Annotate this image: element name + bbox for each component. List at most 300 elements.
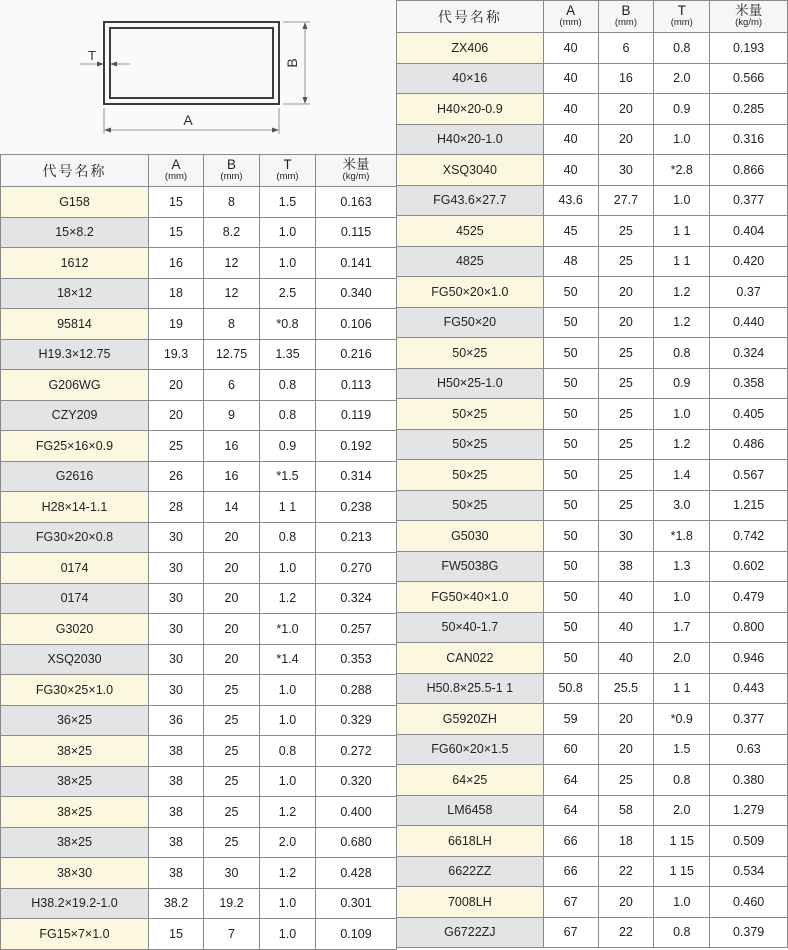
cell-name: XSQ3040 [397,155,544,186]
cell-weight: 0.443 [710,673,788,704]
cell-b: 25 [204,705,260,736]
cell-name: FW5038G [397,551,544,582]
table-row [397,94,788,125]
header-t-unit: (mm) [670,16,693,28]
table-row [397,368,788,399]
table-row [1,370,397,401]
cell-name: H19.3×12.75 [1,339,149,370]
table-row [397,63,788,94]
cell-name: 1612 [1,248,149,279]
table-row [1,766,397,797]
cell-a: 38 [149,797,204,828]
cell-b: 16 [598,63,654,94]
dim-b-arrow-top [303,22,308,29]
header-weight-label: 米量 [342,156,370,172]
cell-weight: 0.946 [710,643,788,674]
cell-a: 60 [543,734,598,765]
cell-t: 1.35 [260,339,316,370]
table-row [397,734,788,765]
cell-weight: 0.866 [710,155,788,186]
cell-b: 30 [598,521,654,552]
cell-a: 59 [543,704,598,735]
cell-name: 36×25 [1,705,149,736]
header-a [543,1,598,33]
cell-a: 50 [543,521,598,552]
cell-a: 50 [543,277,598,308]
table-row [397,521,788,552]
cell-b: 30 [204,858,260,889]
cell-a: 40 [543,124,598,155]
cell-t: 1.0 [654,887,710,918]
cell-t: 0.9 [260,431,316,462]
cell-b: 25 [598,429,654,460]
cell-a: 50 [543,338,598,369]
cell-t: 0.8 [654,33,710,64]
cell-a: 19 [149,309,204,340]
cell-weight: 0.440 [710,307,788,338]
cell-t: 1.3 [654,551,710,582]
table-row [397,643,788,674]
cell-t: 0.8 [654,338,710,369]
cell-name: 38×25 [1,797,149,828]
cell-a: 40 [543,155,598,186]
cell-b: 25 [204,797,260,828]
table-row [397,826,788,857]
header-weight [316,155,397,187]
table-row [397,582,788,613]
cell-a: 38 [149,736,204,767]
cell-t: 1.0 [260,675,316,706]
cell-t: 1.0 [654,582,710,613]
dim-a-label: A [183,112,193,128]
cell-a: 64 [543,765,598,796]
table-row [397,612,788,643]
table-row [397,307,788,338]
header-b [598,1,654,33]
table-row [1,339,397,370]
cell-name: 38×25 [1,827,149,858]
cell-b: 20 [598,887,654,918]
header-b [204,155,260,187]
cell-a: 19.3 [149,339,204,370]
cell-t: 1.2 [654,277,710,308]
cell-a: 50 [543,368,598,399]
cell-t: 2.0 [654,795,710,826]
right-spec-table [396,0,788,948]
cell-b: 8 [204,309,260,340]
cell-t: *0.9 [654,704,710,735]
cell-a: 30 [149,553,204,584]
header-t-label: T [677,2,686,18]
cell-name: LM6458 [397,795,544,826]
cell-name: G2616 [1,461,149,492]
cell-weight: 0.380 [710,765,788,796]
table-row [397,856,788,887]
cell-t: 1.0 [654,185,710,216]
cell-a: 20 [149,370,204,401]
cell-t: 1.0 [260,248,316,279]
cell-t: 0.9 [654,368,710,399]
cell-a: 43.6 [543,185,598,216]
cell-weight: 0.377 [710,704,788,735]
cell-weight: 0.379 [710,917,788,948]
cell-b: 25 [598,460,654,491]
cell-weight: 1.279 [710,795,788,826]
cell-b: 16 [204,461,260,492]
cell-weight: 0.216 [316,339,397,370]
table-row [1,614,397,645]
cell-b: 40 [598,582,654,613]
cell-weight: 0.329 [316,705,397,736]
header-a-label: A [171,156,181,172]
table-row [397,704,788,735]
table-row [1,431,397,462]
table-row [397,33,788,64]
cell-name: ZX406 [397,33,544,64]
cell-a: 30 [149,614,204,645]
cell-weight: 0.486 [710,429,788,460]
cell-t: 1 1 [654,246,710,277]
cell-b: 18 [598,826,654,857]
cell-b: 16 [204,431,260,462]
table-row [397,155,788,186]
cell-a: 50 [543,460,598,491]
cell-b: 12 [204,248,260,279]
cell-weight: 0.193 [710,33,788,64]
cell-b: 8.2 [204,217,260,248]
table-row [1,705,397,736]
cell-b: 25 [204,736,260,767]
cell-a: 40 [543,33,598,64]
cell-a: 25 [149,431,204,462]
table-row [1,644,397,675]
cell-b: 22 [598,856,654,887]
cell-name: FG25×16×0.9 [1,431,149,462]
cell-a: 64 [543,795,598,826]
cell-a: 38 [149,766,204,797]
cell-name: H40×20-0.9 [397,94,544,125]
cell-a: 67 [543,917,598,948]
cell-b: 25 [598,216,654,247]
dim-b-arrow-bottom [303,97,308,104]
cell-t: 1.2 [654,307,710,338]
cell-weight: 0.285 [710,94,788,125]
header-weight-unit: (kg/m) [735,16,763,28]
cell-t: 1 1 [654,673,710,704]
cell-weight: 1.215 [710,490,788,521]
cell-name: G3020 [1,614,149,645]
table-row [397,460,788,491]
cell-weight: 0.192 [316,431,397,462]
cell-a: 50 [543,490,598,521]
cell-a: 50 [543,612,598,643]
cell-weight: 0.320 [316,766,397,797]
cell-name: G5920ZH [397,704,544,735]
table-row [397,124,788,155]
cell-a: 38 [149,827,204,858]
cell-b: 40 [598,643,654,674]
cell-b: 22 [598,917,654,948]
table-row [397,673,788,704]
table-row [1,553,397,584]
cell-weight: 0.460 [710,887,788,918]
table-row [1,278,397,309]
cell-b: 20 [204,522,260,553]
cell-b: 25 [598,490,654,521]
cell-name: 95814 [1,309,149,340]
cell-t: *1.5 [260,461,316,492]
cell-a: 50 [543,582,598,613]
cell-name: G6722ZJ [397,917,544,948]
cell-weight: 0.534 [710,856,788,887]
cell-b: 20 [598,734,654,765]
cell-t: 1.0 [260,553,316,584]
header-a-unit: (mm) [559,16,582,28]
cell-name: 15×8.2 [1,217,149,248]
cell-b: 20 [598,704,654,735]
header-a-label: A [566,2,576,18]
header-a-unit: (mm) [164,170,188,182]
header-t [260,155,316,187]
cell-t: 0.8 [260,400,316,431]
left-header-row [1,155,397,187]
cell-a: 28 [149,492,204,523]
cell-weight: 0.479 [710,582,788,613]
dim-t-arrow-right [110,62,117,67]
cell-weight: 0.324 [710,338,788,369]
cell-t: 3.0 [654,490,710,521]
dim-t-arrow-left [97,62,104,67]
cell-a: 50 [543,307,598,338]
dim-a-arrow-left [104,128,111,133]
cell-name: CAN022 [397,643,544,674]
cell-b: 14 [204,492,260,523]
header-a [149,155,204,187]
cell-weight: 0.377 [710,185,788,216]
cell-weight: 0.314 [316,461,397,492]
cell-b: 20 [204,644,260,675]
cell-t: 1.7 [654,612,710,643]
rectangular-tube-diagram [0,0,396,154]
table-row [1,248,397,279]
cell-weight: 0.316 [710,124,788,155]
cell-weight: 0.742 [710,521,788,552]
header-b-unit: (mm) [614,16,638,28]
cell-weight: 0.404 [710,216,788,247]
cell-b: 30 [598,155,654,186]
cell-t: 1.2 [260,858,316,889]
cell-name: 7008LH [397,887,544,918]
cell-weight: 0.115 [316,217,397,248]
cell-b: 38 [598,551,654,582]
cell-weight: 0.213 [316,522,397,553]
cell-name: 50×25 [397,460,544,491]
cell-weight: 0.272 [316,736,397,767]
table-row [397,887,788,918]
cell-name: FG30×20×0.8 [1,522,149,553]
cell-weight: 0.602 [710,551,788,582]
cell-weight: 0.420 [710,246,788,277]
cell-b: 19.2 [204,888,260,919]
cell-weight: 0.288 [316,675,397,706]
cell-name: 50×25 [397,429,544,460]
cell-a: 26 [149,461,204,492]
cell-t: *1.0 [260,614,316,645]
cell-weight: 0.358 [710,368,788,399]
cell-b: 25 [204,766,260,797]
table-row [1,888,397,919]
cell-a: 40 [543,63,598,94]
cell-b: 20 [204,553,260,584]
table-row [1,400,397,431]
cell-a: 40 [543,94,598,125]
cell-b: 25 [598,765,654,796]
cell-name: H38.2×19.2-1.0 [1,888,149,919]
table-row [397,551,788,582]
cell-weight: 0.238 [316,492,397,523]
cell-a: 16 [149,248,204,279]
cell-name: G5030 [397,521,544,552]
cell-b: 20 [598,307,654,338]
table-row [397,490,788,521]
cell-t: 1.2 [654,429,710,460]
cell-b: 25 [204,675,260,706]
cell-t: 1 1 [654,216,710,247]
cell-a: 66 [543,856,598,887]
cell-b: 25 [598,399,654,430]
cell-t: 0.8 [654,765,710,796]
cell-weight: 0.257 [316,614,397,645]
tube-outer-outline [104,22,279,104]
cell-weight: 0.301 [316,888,397,919]
cell-name: FG43.6×27.7 [397,185,544,216]
cell-a: 30 [149,583,204,614]
cell-a: 48 [543,246,598,277]
cell-b: 20 [598,94,654,125]
cell-b: 12.75 [204,339,260,370]
cell-t: 1 1 [260,492,316,523]
cell-t: 2.0 [654,643,710,674]
cell-t: 1.0 [260,217,316,248]
cell-a: 50.8 [543,673,598,704]
table-row [1,797,397,828]
cell-name: 50×40-1.7 [397,612,544,643]
cell-weight: 0.109 [316,919,397,950]
cell-t: *1.8 [654,521,710,552]
header-t-label: T [283,156,292,172]
cell-a: 50 [543,399,598,430]
cell-name: H28×14-1.1 [1,492,149,523]
table-row [1,492,397,523]
cell-t: 1.0 [260,705,316,736]
cell-b: 8 [204,187,260,218]
cell-weight: 0.37 [710,277,788,308]
cell-a: 50 [543,643,598,674]
table-row [397,917,788,948]
header-weight-label: 米量 [735,2,763,18]
dim-t-label: T [88,48,96,63]
cell-name: H40×20-1.0 [397,124,544,155]
table-row [397,765,788,796]
cell-t: 0.8 [260,370,316,401]
cell-name: G158 [1,187,149,218]
table-row [397,246,788,277]
cell-a: 20 [149,400,204,431]
dim-b-label: B [284,58,300,68]
cell-b: 25 [598,338,654,369]
cell-t: 1.4 [654,460,710,491]
cell-t: 0.8 [260,522,316,553]
table-row [1,858,397,889]
cell-t: 1.5 [260,187,316,218]
cell-weight: 0.405 [710,399,788,430]
cell-a: 36 [149,705,204,736]
table-row [1,309,397,340]
cell-a: 38 [149,858,204,889]
cell-weight: 0.163 [316,187,397,218]
table-row [1,583,397,614]
cell-name: FG15×7×1.0 [1,919,149,950]
cell-name: 64×25 [397,765,544,796]
table-row [397,338,788,369]
cell-b: 6 [204,370,260,401]
table-row [1,187,397,218]
cell-b: 20 [204,583,260,614]
left-spec-table [0,154,397,950]
cell-name: CZY209 [1,400,149,431]
cell-t: *0.8 [260,309,316,340]
cell-name: 4825 [397,246,544,277]
cell-name: FG30×25×1.0 [1,675,149,706]
cell-name: 6618LH [397,826,544,857]
cell-weight: 0.800 [710,612,788,643]
table-row [1,919,397,950]
cell-t: 1.5 [654,734,710,765]
cell-a: 30 [149,522,204,553]
cell-b: 25 [598,246,654,277]
cell-weight: 0.324 [316,583,397,614]
cell-b: 40 [598,612,654,643]
header-b-label: B [621,2,631,18]
cell-b: 25.5 [598,673,654,704]
table-row [1,522,397,553]
table-row [1,217,397,248]
cell-b: 20 [204,614,260,645]
cell-b: 25 [598,368,654,399]
header-weight-unit: (kg/m) [342,170,370,182]
cell-t: *1.4 [260,644,316,675]
header-b-label: B [226,156,236,172]
cell-name: XSQ2030 [1,644,149,675]
cell-name: 38×25 [1,766,149,797]
cell-a: 15 [149,187,204,218]
cell-a: 67 [543,887,598,918]
cell-name: 38×25 [1,736,149,767]
cell-weight: 0.270 [316,553,397,584]
cell-t: 1.0 [260,888,316,919]
cell-weight: 0.106 [316,309,397,340]
table-row [397,429,788,460]
cell-name: 50×25 [397,490,544,521]
cell-name: H50×25-1.0 [397,368,544,399]
cell-t: 2.0 [654,63,710,94]
cell-name: FG50×20×1.0 [397,277,544,308]
cell-t: 2.0 [260,827,316,858]
cell-t: 1 15 [654,826,710,857]
cell-name: FG50×20 [397,307,544,338]
dim-a-arrow-right [272,128,279,133]
cell-name: 0174 [1,553,149,584]
